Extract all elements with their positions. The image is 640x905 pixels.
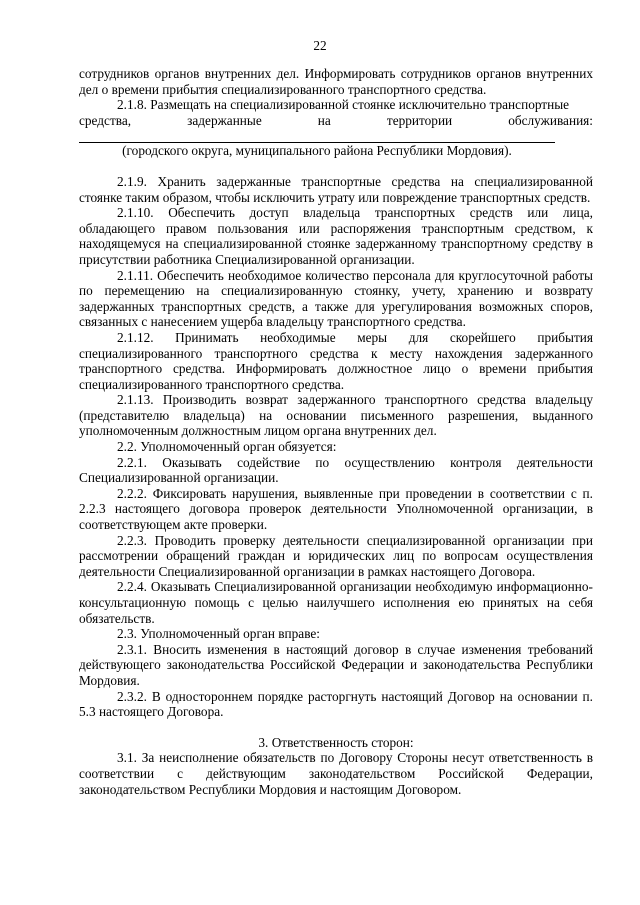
paragraph-2-2-2: 2.2.2. Фиксировать нарушения, выявленные при проведении в соответствии с п. 2.2.3 настоящего договора проверок деятельности Уполномоченной организации, в соответствующем акте проверки. <box>79 485 593 533</box>
paragraph-3-1: 3.1. За неисполнение обязательств по Договору Стороны несут ответственность в соответствии с действующим законодательством Российской Федерации, законодательством Республики Мордовия и настоящим Договором. <box>79 750 593 797</box>
paragraph-2-1-11: 2.1.11. Обеспечить необходимое количество персонала для круглосуточной работы по перемещению на специализированную стоянку, учету, хранению и возврату задержанных транспортных средств, а также для урегулирования возможных споров, связанных с нанесением ущерба владельцу транспортного средства. <box>79 267 593 330</box>
page-content <box>79 66 593 797</box>
paragraph: сотрудников органов внутренних дел. Информировать сотрудников органов внутренних дел о времени прибытия специализированного транспортного средства. <box>79 66 593 97</box>
spacer <box>79 720 593 735</box>
paragraph-2-1-13: 2.1.13. Производить возврат задержанного транспортного средства владельцу (представителю владельца) на основании письменного разрешения, выданного уполномоченным должностным лицом органа внутренних дел. <box>79 392 593 439</box>
paragraph-2-2-4: 2.2.4. Оказывать Специализированной организации необходимую информационно-консультационную помощь с целью наилучшего исполнения ею принятых на себя обязательств. <box>79 579 593 626</box>
paragraph-2-3-2: 2.3.2. В одностороннем порядке расторгнуть настоящий Договор на основании п. 5.3 настоящего Договора. <box>79 688 593 720</box>
paragraph-2-2-1: 2.2.1. Оказывать содействие по осуществлению контроля деятельности Специализированной организации. <box>79 454 593 486</box>
paragraph-2-1-12: 2.1.12. Принимать необходимые меры для скорейшего прибытия специализированного транспортного средства к месту нахождения задержанного транспортного средства. Информировать должностное лицо о времени прибытия специализированного транспортного средства. <box>79 329 593 392</box>
paragraph-2-3-1: 2.3.1. Вносить изменения в настоящий договор в случае изменения требований действующего законодательства Российской Федерации и законодательства Республики Мордовия. <box>79 641 593 688</box>
page-number: 22 <box>313 38 327 53</box>
fill-in-blank-line <box>79 128 555 143</box>
blank-line-caption: (городского округа, муниципального района Республики Мордовия). <box>122 143 512 159</box>
paragraph-2-3: 2.3. Уполномоченный орган вправе: <box>117 626 320 642</box>
paragraph-2-1-8-line2: средства, задержанные на территории обслуживания: <box>79 112 593 128</box>
paragraph-2-2-3: 2.2.3. Проводить проверку деятельности специализированной организации при рассмотрении обращений граждан и юридических лиц по вопросам осуществления деятельности Специализированной организации в рамках настоящего Договора. <box>79 532 593 579</box>
spacer <box>79 159 593 174</box>
paragraph-2-1-9: 2.1.9. Хранить задержанные транспортные средства на специализированной стоянке таким образом, чтобы исключить утрату или повреждение транспортных средств. <box>79 173 593 205</box>
section-3-heading: 3. Ответственность сторон: <box>258 734 414 750</box>
paragraph-2-1-10: 2.1.10. Обеспечить доступ владельца транспортных средств или лица, обладающего правом пользования или распоряжения транспортным средством, к находящемуся на специализированной стоянке задержанному транспортному средству в присутствии работника Специализированной организации. <box>79 205 593 267</box>
paragraph-2-1-8: 2.1.8. Размещать на специализированной стоянке исключительно транспортные <box>117 97 570 113</box>
paragraph-2-2: 2.2. Уполномоченный орган обязуется: <box>117 439 337 455</box>
